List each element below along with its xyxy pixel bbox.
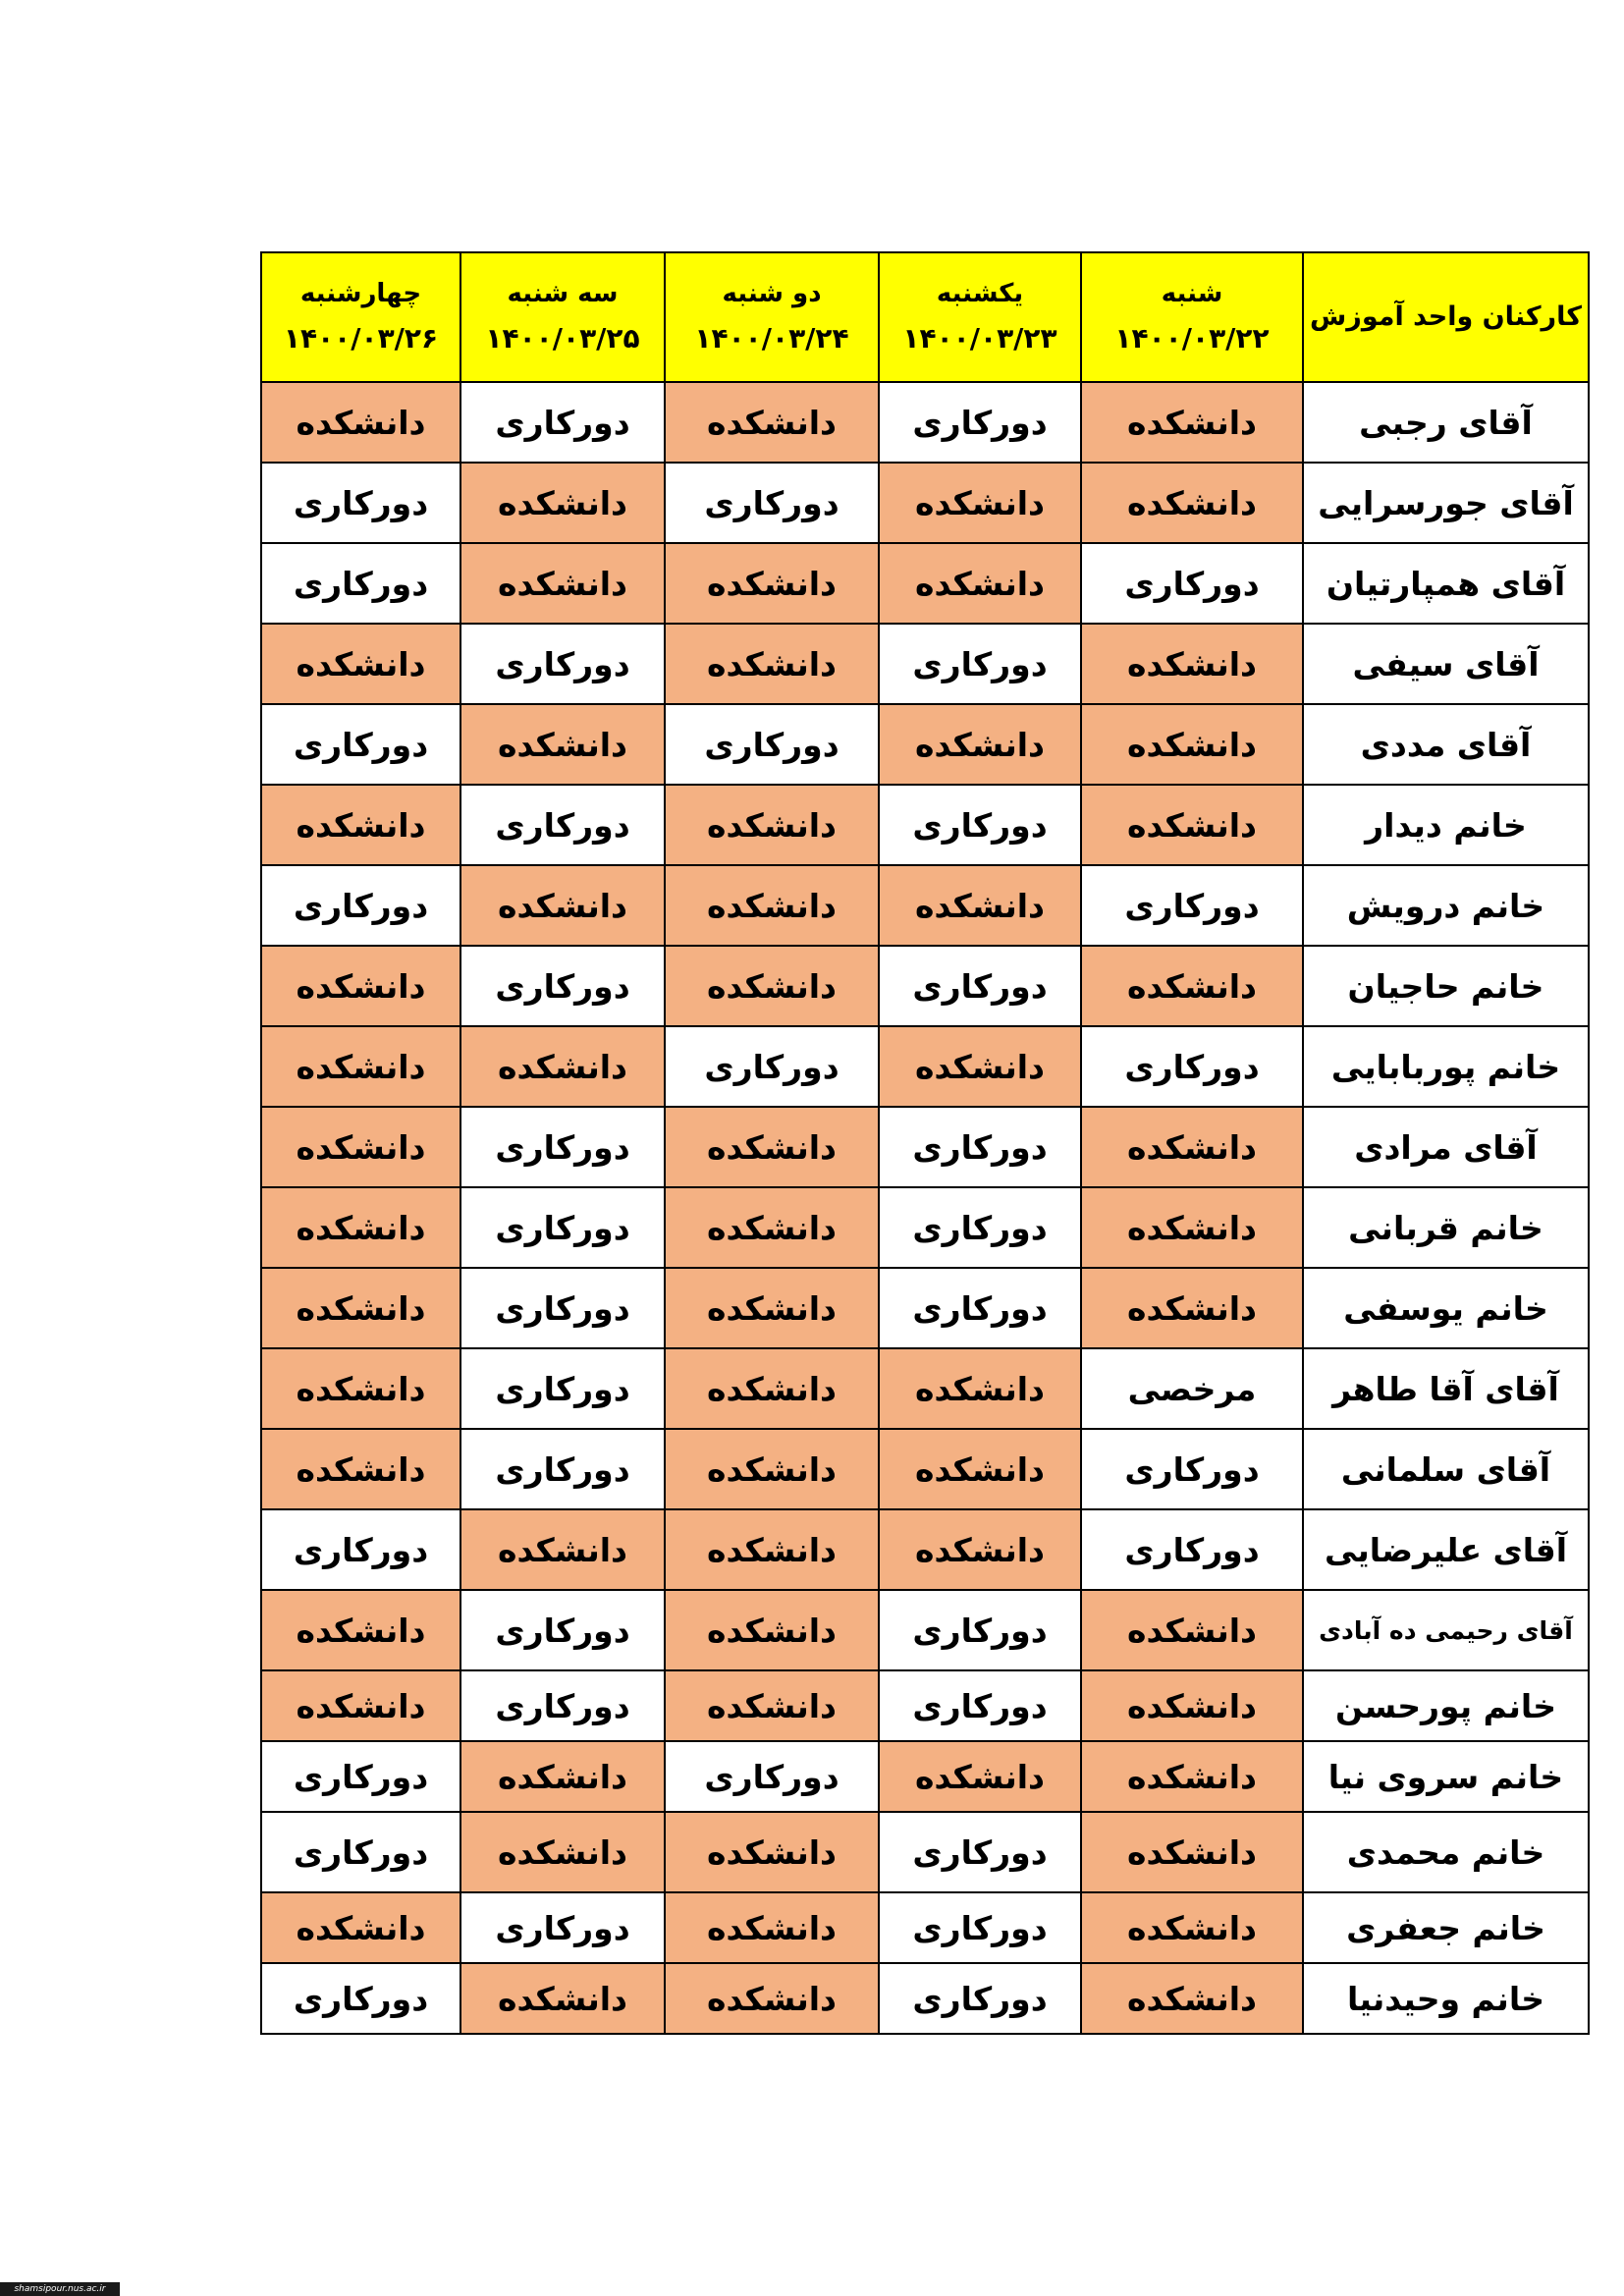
status-cell: دانشکده	[665, 865, 879, 946]
status-cell: دورکاری	[879, 1812, 1081, 1892]
staff-schedule-table	[260, 251, 1590, 2035]
status-cell: دورکاری	[1081, 1429, 1303, 1509]
table-row	[261, 624, 1589, 704]
status-cell: دورکاری	[665, 463, 879, 543]
staff-name: خانم محمدی	[1303, 1812, 1589, 1892]
status-cell: دانشکده	[879, 463, 1081, 543]
status-cell: دانشکده	[261, 1590, 460, 1670]
table-row	[261, 1670, 1589, 1741]
staff-name: آقای آقا طاهر	[1303, 1348, 1589, 1429]
table-row	[261, 1187, 1589, 1268]
staff-name: آقای مرادی	[1303, 1107, 1589, 1187]
status-cell: دانشکده	[1081, 382, 1303, 463]
status-cell: دانشکده	[665, 785, 879, 865]
status-cell: دانشکده	[460, 1741, 665, 1812]
status-cell: دانشکده	[261, 946, 460, 1026]
status-cell: دورکاری	[879, 946, 1081, 1026]
status-cell: دورکاری	[261, 1741, 460, 1812]
staff-name: آقای همپارتیان	[1303, 543, 1589, 624]
status-cell: دانشکده	[1081, 1107, 1303, 1187]
status-cell: دورکاری	[665, 704, 879, 785]
table-row	[261, 1963, 1589, 2034]
table-row	[261, 946, 1589, 1026]
status-cell: دانشکده	[1081, 1963, 1303, 2034]
table-row	[261, 1590, 1589, 1670]
status-cell: دانشکده	[1081, 1268, 1303, 1348]
staff-name: آقای رجبی	[1303, 382, 1589, 463]
day-header	[665, 252, 879, 382]
status-cell: دانشکده	[1081, 624, 1303, 704]
status-cell: دانشکده	[261, 1892, 460, 1963]
status-cell: دورکاری	[261, 1509, 460, 1590]
status-cell: دانشکده	[460, 865, 665, 946]
table-row	[261, 704, 1589, 785]
status-cell: دانشکده	[460, 463, 665, 543]
status-cell: دانشکده	[261, 1268, 460, 1348]
table-row	[261, 785, 1589, 865]
status-cell: دورکاری	[460, 1187, 665, 1268]
staff-name: خانم حاجیان	[1303, 946, 1589, 1026]
status-cell: دانشکده	[460, 1026, 665, 1107]
status-cell: دورکاری	[460, 785, 665, 865]
status-cell: دورکاری	[460, 1107, 665, 1187]
table-row	[261, 1429, 1589, 1509]
status-cell: دانشکده	[665, 382, 879, 463]
status-cell: دانشکده	[879, 1429, 1081, 1509]
status-cell: دورکاری	[1081, 543, 1303, 624]
staff-name: آقای سلمانی	[1303, 1429, 1589, 1509]
status-cell: دانشکده	[1081, 1741, 1303, 1812]
staff-name: خانم پورحسن	[1303, 1670, 1589, 1741]
table-row	[261, 1741, 1589, 1812]
status-cell: دورکاری	[460, 1348, 665, 1429]
status-cell: دورکاری	[879, 785, 1081, 865]
status-cell: دورکاری	[261, 865, 460, 946]
status-cell: دانشکده	[261, 1670, 460, 1741]
status-cell: دورکاری	[665, 1741, 879, 1812]
status-cell: دورکاری	[879, 1590, 1081, 1670]
table-row	[261, 382, 1589, 463]
status-cell: دانشکده	[1081, 1187, 1303, 1268]
status-cell: دورکاری	[261, 463, 460, 543]
status-cell: دانشکده	[1081, 1812, 1303, 1892]
status-cell: دانشکده	[1081, 946, 1303, 1026]
staff-name: آقای مددی	[1303, 704, 1589, 785]
status-cell: دانشکده	[665, 1509, 879, 1590]
status-cell: دورکاری	[665, 1026, 879, 1107]
status-cell: دانشکده	[460, 543, 665, 624]
status-cell: دورکاری	[261, 1812, 460, 1892]
day-header	[460, 252, 665, 382]
status-cell: دورکاری	[1081, 865, 1303, 946]
status-cell: دانشکده	[1081, 1670, 1303, 1741]
status-cell: دانشکده	[1081, 704, 1303, 785]
status-cell: دانشکده	[261, 624, 460, 704]
status-cell: دانشکده	[879, 543, 1081, 624]
status-cell: دانشکده	[665, 1429, 879, 1509]
status-cell: دانشکده	[879, 704, 1081, 785]
staff-name: خانم درویش	[1303, 865, 1589, 946]
status-cell: دانشکده	[460, 1509, 665, 1590]
staff-column-header: کارکنان واحد آموزش	[1303, 252, 1589, 382]
status-cell: دانشکده	[665, 946, 879, 1026]
staff-name: خانم دیدار	[1303, 785, 1589, 865]
day-header	[1081, 252, 1303, 382]
status-cell: دانشکده	[460, 1812, 665, 1892]
status-cell: دانشکده	[261, 382, 460, 463]
staff-name: خانم وحیدنیا	[1303, 1963, 1589, 2034]
status-cell: دانشکده	[261, 1187, 460, 1268]
status-cell: دانشکده	[879, 1509, 1081, 1590]
status-cell: دورکاری	[879, 382, 1081, 463]
schedule-body	[261, 382, 1589, 2034]
status-cell: دانشکده	[261, 1026, 460, 1107]
status-cell: دانشکده	[460, 704, 665, 785]
day-date: ۱۴۰۰/۰۳/۲۳	[902, 322, 1057, 355]
footer-badge: shamsipour.nus.ac.ir	[0, 2282, 120, 2296]
staff-name: آقای رحیمی ده آبادی	[1303, 1590, 1589, 1670]
status-cell: دورکاری	[460, 1429, 665, 1509]
status-cell: دورکاری	[460, 1590, 665, 1670]
status-cell: دانشکده	[261, 785, 460, 865]
status-cell: دانشکده	[665, 1268, 879, 1348]
status-cell: دانشکده	[879, 1348, 1081, 1429]
status-cell: دورکاری	[879, 1963, 1081, 2034]
status-cell: دانشکده	[665, 1187, 879, 1268]
status-cell: دانشکده	[879, 865, 1081, 946]
status-cell: دورکاری	[1081, 1509, 1303, 1590]
status-cell: دورکاری	[879, 1187, 1081, 1268]
day-date: ۱۴۰۰/۰۳/۲۵	[485, 322, 640, 355]
status-cell: دورکاری	[879, 1670, 1081, 1741]
status-cell: دورکاری	[261, 704, 460, 785]
status-cell: مرخصی	[1081, 1348, 1303, 1429]
table-row	[261, 1107, 1589, 1187]
header-row	[261, 252, 1589, 382]
status-cell: دورکاری	[879, 1107, 1081, 1187]
status-cell: دانشکده	[665, 1590, 879, 1670]
status-cell: دورکاری	[261, 1963, 460, 2034]
staff-name: خانم قربانی	[1303, 1187, 1589, 1268]
day-name: سه شنبه	[507, 279, 619, 309]
status-cell: دورکاری	[460, 382, 665, 463]
status-cell: دورکاری	[460, 1268, 665, 1348]
staff-name: خانم جعفری	[1303, 1892, 1589, 1963]
status-cell: دانشکده	[665, 1348, 879, 1429]
status-cell: دانشکده	[665, 1892, 879, 1963]
status-cell: دانشکده	[1081, 1892, 1303, 1963]
status-cell: دانشکده	[1081, 463, 1303, 543]
status-cell: دورکاری	[460, 1892, 665, 1963]
day-date: ۱۴۰۰/۰۳/۲۲	[1114, 322, 1270, 355]
status-cell: دانشکده	[261, 1429, 460, 1509]
table-row	[261, 1348, 1589, 1429]
status-cell: دانشکده	[1081, 785, 1303, 865]
status-cell: دانشکده	[879, 1026, 1081, 1107]
day-name: یکشنبه	[936, 279, 1024, 309]
staff-name: آقای جورسرایی	[1303, 463, 1589, 543]
staff-name: آقای علیرضایی	[1303, 1509, 1589, 1590]
table-row	[261, 1509, 1589, 1590]
status-cell: دانشکده	[460, 1963, 665, 2034]
status-cell: دانشکده	[665, 543, 879, 624]
day-name: چهارشنبه	[299, 279, 422, 309]
staff-name: خانم پوربابایی	[1303, 1026, 1589, 1107]
status-cell: دانشکده	[665, 1812, 879, 1892]
status-cell: دانشکده	[665, 1107, 879, 1187]
status-cell: دورکاری	[879, 1268, 1081, 1348]
day-date: ۱۴۰۰/۰۳/۲۶	[283, 322, 439, 355]
status-cell: دورکاری	[460, 946, 665, 1026]
status-cell: دورکاری	[460, 624, 665, 704]
day-date: ۱۴۰۰/۰۳/۲۴	[694, 322, 849, 355]
status-cell: دانشکده	[261, 1348, 460, 1429]
status-cell: دانشکده	[665, 624, 879, 704]
status-cell: دانشکده	[1081, 1590, 1303, 1670]
status-cell: دورکاری	[879, 624, 1081, 704]
staff-name: خانم یوسفی	[1303, 1268, 1589, 1348]
table-row	[261, 543, 1589, 624]
table-row	[261, 1026, 1589, 1107]
status-cell: دورکاری	[261, 543, 460, 624]
staff-name: خانم سروی نیا	[1303, 1741, 1589, 1812]
status-cell: دانشکده	[879, 1741, 1081, 1812]
status-cell: دورکاری	[879, 1892, 1081, 1963]
status-cell: دورکاری	[460, 1670, 665, 1741]
table-row	[261, 1268, 1589, 1348]
day-name: دو شنبه	[722, 279, 822, 309]
staff-name: آقای سیفی	[1303, 624, 1589, 704]
day-header	[879, 252, 1081, 382]
table-row	[261, 463, 1589, 543]
table-row	[261, 1812, 1589, 1892]
status-cell: دورکاری	[1081, 1026, 1303, 1107]
status-cell: دانشکده	[665, 1670, 879, 1741]
table-row	[261, 865, 1589, 946]
table-row	[261, 1892, 1589, 1963]
day-header	[261, 252, 460, 382]
day-name: شنبه	[1161, 279, 1223, 309]
status-cell: دانشکده	[665, 1963, 879, 2034]
status-cell: دانشکده	[261, 1107, 460, 1187]
